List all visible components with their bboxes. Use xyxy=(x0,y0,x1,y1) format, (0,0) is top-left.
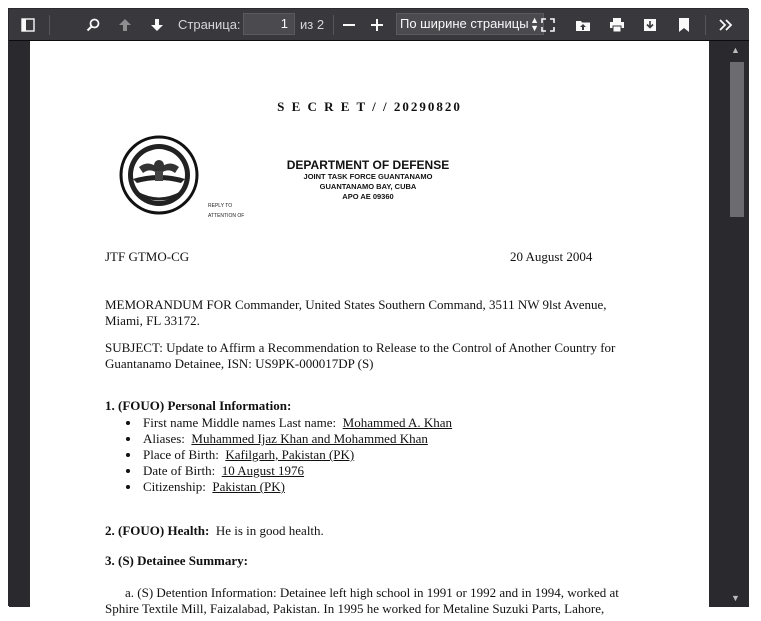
scroll-down-icon[interactable]: ▼ xyxy=(731,593,740,603)
sidebar-icon xyxy=(21,18,35,32)
presentation-mode-button[interactable] xyxy=(536,9,560,41)
toolbar xyxy=(9,9,749,41)
pdf-page xyxy=(30,41,709,621)
bookmark-icon xyxy=(678,18,690,32)
toolbar-separator xyxy=(333,15,334,35)
arrow-up-icon xyxy=(118,18,132,32)
scroll-up-icon[interactable]: ▲ xyxy=(731,45,740,55)
section-2 xyxy=(105,523,324,539)
sidebar-toggle-button[interactable] xyxy=(15,9,41,41)
section-2-heading: 2. (FOUO) Health: xyxy=(105,523,210,538)
info-value: Muhammed Ijaz Khan and Mohammed Khan xyxy=(191,431,428,446)
info-value: Mohammed A. Khan xyxy=(342,415,453,430)
next-page-button[interactable] xyxy=(145,9,169,41)
list-item xyxy=(141,415,452,431)
page-label: Страница: xyxy=(178,17,241,32)
reply-to-label xyxy=(208,201,244,221)
find-button[interactable] xyxy=(81,9,105,41)
subject-line-1: SUBJECT: Update to Affirm a Recommendation to Release to the Control of Another Country for xyxy=(105,340,616,355)
minus-icon xyxy=(343,19,355,31)
list-item xyxy=(141,463,452,479)
attention-of-text: ATTENTION OF xyxy=(208,213,245,219)
para-a-line-2: Sphire Textile Mill, Faizalabad, Pakistan. In 1995 he worked for Metaline Suzuki Parts, Lahore, xyxy=(105,601,605,616)
memo-for-line-2: Miami, FL 33172. xyxy=(105,313,200,328)
updown-icon: ▲ ▼ xyxy=(530,15,539,33)
download-button[interactable] xyxy=(638,9,662,41)
bookmark-button[interactable] xyxy=(672,9,696,41)
page-number-input[interactable]: 1 xyxy=(243,13,295,35)
dod-seal-logo xyxy=(119,135,199,215)
plus-icon xyxy=(371,19,383,31)
zoom-select[interactable] xyxy=(396,13,544,35)
list-item xyxy=(141,479,452,495)
reply-to-text: REPLY TO xyxy=(208,203,233,209)
toolbar-separator xyxy=(49,15,50,35)
info-label: Citizenship: xyxy=(143,479,206,494)
classification-marking: S E C R E T / / 20290820 xyxy=(277,99,462,114)
subject-line-2: Guantanamo Detainee, ISN: US9PK-000017DP (S) xyxy=(105,356,374,371)
personal-info-list xyxy=(125,415,452,495)
previous-page-button[interactable] xyxy=(113,9,137,41)
open-folder-icon xyxy=(575,18,591,32)
info-value: 10 August 1976 xyxy=(221,463,305,478)
dept-title: DEPARTMENT OF DEFENSE xyxy=(286,158,450,172)
info-label: Date of Birth: xyxy=(143,463,216,478)
print-button[interactable] xyxy=(605,9,629,41)
memo-date: 20 August 2004 xyxy=(510,249,593,264)
info-label: Aliases: xyxy=(143,431,185,446)
arrow-down-icon xyxy=(150,18,164,32)
section-3-heading: 3. (S) Detainee Summary: xyxy=(105,553,248,568)
zoom-out-button[interactable] xyxy=(337,9,361,41)
zoom-select-value: По ширине страницы xyxy=(400,16,529,31)
open-file-button[interactable] xyxy=(571,9,595,41)
document-viewer[interactable] xyxy=(9,41,749,616)
para-a-line-1: a. (S) Detention Information: Detainee left high school in 1991 or 1992 and in 1994, worked at xyxy=(125,585,619,600)
info-label: Place of Birth: xyxy=(143,447,219,462)
toolbar-separator xyxy=(705,15,706,35)
page-count: из 2 xyxy=(300,17,325,32)
fullscreen-icon xyxy=(541,18,555,32)
list-item xyxy=(141,431,452,447)
dept-line-3: APO AE 09360 xyxy=(342,192,394,201)
office-symbol: JTF GTMO-CG xyxy=(105,249,190,264)
info-value: Kafilgarh, Pakistan (PK) xyxy=(225,447,355,462)
search-icon xyxy=(86,18,100,32)
download-icon xyxy=(643,18,657,32)
dept-line-2: GUANTANAMO BAY, CUBA xyxy=(319,182,417,191)
section-2-text: He is in good health. xyxy=(215,523,324,538)
dept-line-1: JOINT TASK FORCE GUANTANAMO xyxy=(303,172,433,181)
zoom-in-button[interactable] xyxy=(365,9,389,41)
pdf-viewer-window xyxy=(8,8,748,616)
double-chevron-right-icon xyxy=(719,19,733,31)
tools-menu-button[interactable] xyxy=(712,9,740,41)
vertical-scrollbar[interactable] xyxy=(727,41,747,607)
printer-icon xyxy=(609,18,625,32)
scrollbar-thumb[interactable] xyxy=(730,62,744,217)
list-item xyxy=(141,447,452,463)
info-value: Pakistan (PK) xyxy=(212,479,285,494)
info-label: First name Middle names Last name: xyxy=(143,415,337,430)
memo-for-line-1: MEMORANDUM FOR Commander, United States Southern Command, 3511 NW 9lst Avenue, xyxy=(105,297,607,312)
section-1-heading: 1. (FOUO) Personal Information: xyxy=(105,398,292,413)
letterhead xyxy=(263,159,473,202)
